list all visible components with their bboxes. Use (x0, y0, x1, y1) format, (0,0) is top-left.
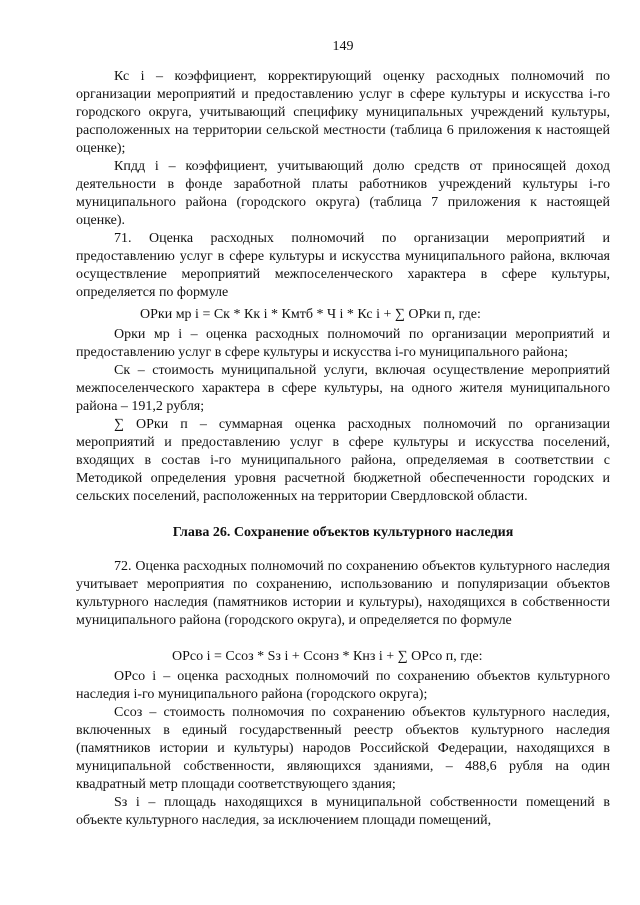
paragraph-orki-mr-definition: Орки мр i – оценка расходных полномочий по организации мероприятий и предоставлению услуг в сфере культуры и искусства i-го муниципального района; (76, 327, 610, 360)
paragraph-item-72: 72. Оценка расходных полномочий по сохранению объектов культурного наследия учитывает мероприятия по сохранению, использованию и популяризации объектов культурного наследия (памятников истории и культуры), находящихся в собственности муниципального района (городского округа), и определяется по формуле (76, 559, 610, 628)
paragraph-sz-definition: Sз i – площадь находящихся в муниципальной собственности помещений в объекте культурного наследия, за исключением площади помещений, (76, 795, 610, 828)
paragraph-kpdd-coefficient: Кпдд i – коэффициент, учитывающий долю средств от приносящей доход деятельности в фонде заработной платы работников учреждений культуры i-го муниципального района (городского округа) (таблица 7 приложения к настоящей оценке). (76, 159, 610, 228)
paragraph-ks-coefficient: Кс i – коэффициент, корректирующий оценку расходных полномочий по организации мероприятий и предоставлению услуг в сфере культуры и искусства i-го городского округа, учитывающий специфику муниципальных учреждений культуры, расположенных на территории сельской местности (таблица 6 приложения к настоящей оценке); (76, 69, 610, 156)
paragraph-orso-definition: ОРсо i – оценка расходных полномочий по сохранению объектов культурного наследия i-го муниципального района (городского округа); (76, 669, 610, 702)
page-number: 149 (332, 39, 354, 54)
chapter-heading: Глава 26. Сохранение объектов культурного наследия (172, 525, 514, 540)
paragraph-ssoz-definition: Ссоз – стоимость полномочия по сохранению объектов культурного наследия, включенных в единый государственный реестр объектов культурного наследия (памятников истории и культуры) народов Российской Федерации, находящихся в муниципальной собственности, являющихся зданиями, – 488,6 рубля на один квадратный метр площади соответствующего здания; (76, 705, 610, 792)
paragraph-item-71: 71. Оценка расходных полномочий по организации мероприятий и предоставлению услуг в сфере культуры и искусства муниципального района, включая осуществление мероприятий межпоселенческого характера в сфере культуры, определяется по формуле (76, 231, 610, 300)
formula-orso: ОРсо i = Ссоз * Sз i + Ссонз * Кнз i + ∑ ОРсо п, где: (172, 649, 483, 664)
paragraph-sk-definition: Ск – стоимость муниципальной услуги, включая осуществление мероприятий межпоселенческого характера в сфере культуры, на одного жителя муниципального района – 191,2 рубля; (76, 363, 610, 414)
formula-orki-mr: ОРки мр i = Ск * Кк i * Кмтб * Ч i * Кс i + ∑ ОРки п, где: (140, 307, 481, 322)
paragraph-sum-orki-p-definition: ∑ ОРки п – суммарная оценка расходных полномочий по организации мероприятий и предоставлению услуг в сфере культуры и искусства поселений, входящих в состав i-го муниципального района, определяемая в соответствии с Методикой определения уровня расчетной бюджетной обеспеченности городских и сельских поселений, расположенных на территории Свердловской области. (76, 417, 610, 504)
